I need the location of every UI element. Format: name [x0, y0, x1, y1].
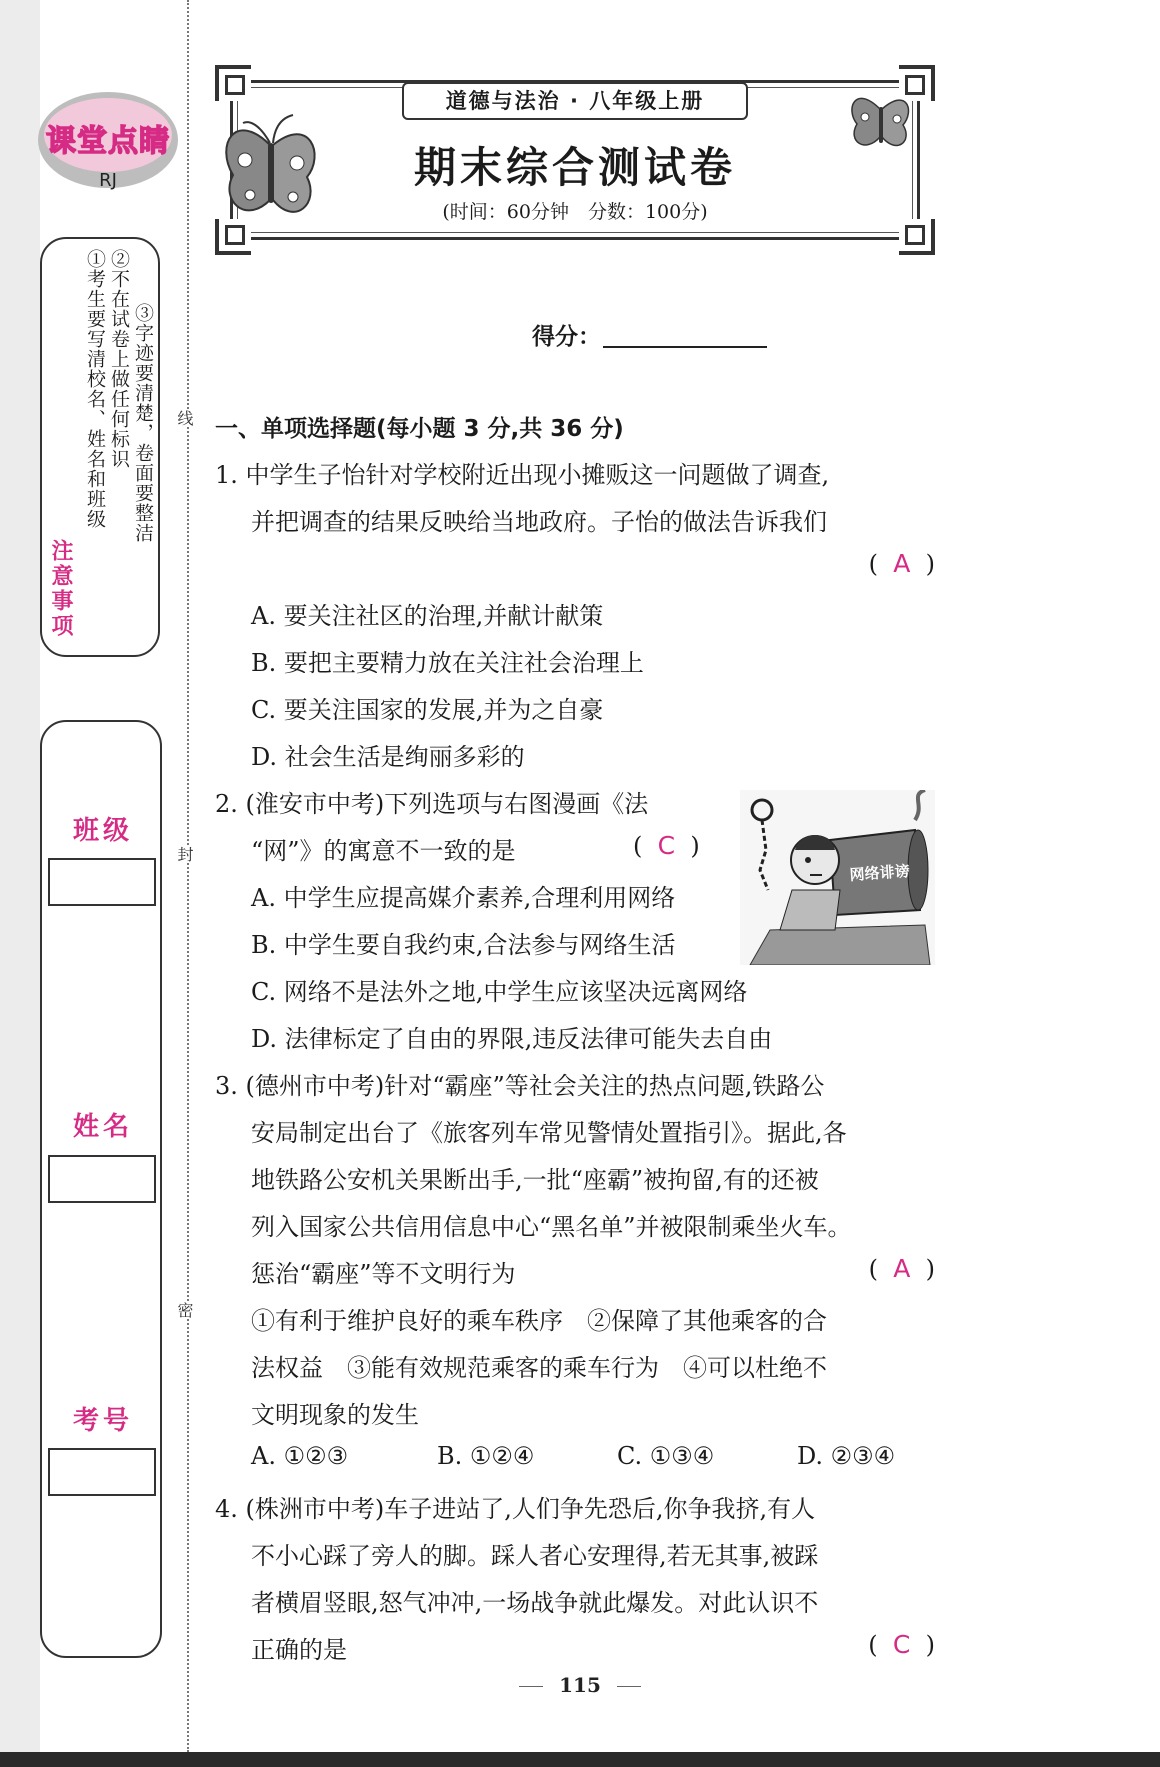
brand-badge	[38, 92, 178, 192]
notice-panel	[40, 237, 160, 657]
cartoon-illustration	[740, 790, 935, 965]
q2-option: B. 中学生要自我约束,合法参与网络生活	[251, 931, 676, 959]
name-label: 姓名	[72, 1112, 133, 1142]
q1-stem-line: 并把调查的结果反映给当地政府。子怡的做法告诉我们	[251, 508, 827, 536]
q2-option: D. 法律标定了自由的界限,违反法律可能失去自由	[251, 1025, 773, 1053]
q1-stem-line: 1. 中学生子怡针对学校附近出现小摊贩这一问题做了调查,	[215, 461, 830, 489]
q2-answer: C	[657, 831, 676, 860]
q1-option: B. 要把主要精力放在关注社会治理上	[251, 649, 644, 677]
score-label: 得分：	[532, 324, 601, 350]
notice-title: 注意事项	[48, 539, 73, 639]
q3-stem-line: 惩治“霸座”等不文明行为	[251, 1260, 516, 1288]
q2-option: A. 中学生应提高媒介素养,合理利用网络	[251, 884, 676, 912]
q3-option: C. ①③④	[617, 1442, 715, 1470]
score-field[interactable]	[603, 346, 767, 348]
q3-option: A. ①②③	[251, 1442, 349, 1470]
q3-statement-line: 法权益 ③能有效规范乘客的乘车行为 ④可以杜绝不	[251, 1354, 827, 1382]
exam-id-label: 考号	[72, 1406, 133, 1436]
q3-stem-line: 列入国家公共信用信息中心“黑名单”并被限制乘坐火车。	[251, 1213, 852, 1241]
q3-answer-slot: ( A )	[868, 1254, 935, 1283]
brand-title: 课堂点睛	[46, 124, 170, 159]
q3-stem-line: 3. (德州市中考)针对“霸座”等社会关注的热点问题,铁路公	[215, 1072, 825, 1100]
notice-item-1: ①考生要写清校名、姓名和班级	[84, 249, 106, 529]
name-field[interactable]	[48, 1155, 156, 1203]
q1-option: D. 社会生活是绚丽多彩的	[251, 743, 525, 771]
student-info-panel	[40, 720, 162, 1658]
q3-statement-line: ①有利于维护良好的乘车秩序 ②保障了其他乘客的合	[251, 1307, 827, 1335]
q2-stem-line: 2. (淮安市中考)下列选项与右图漫画《法	[215, 790, 649, 818]
q3-stem-line: 安局制定出台了《旅客列车常见警情处置指引》。据此,各	[251, 1119, 847, 1147]
binding-line	[187, 0, 189, 1752]
q4-stem-line: 者横眉竖眼,怒气冲冲,一场战争就此爆发。对此认识不	[251, 1589, 819, 1617]
q4-stem-line: 正确的是	[251, 1636, 347, 1664]
exam-header	[215, 65, 935, 255]
q3-option: B. ①②④	[437, 1442, 535, 1470]
q2-stem-line: “网”》的寓意不一致的是	[251, 837, 516, 865]
cartoon-label: 网络诽谤	[849, 861, 911, 885]
q3-statement-line: 文明现象的发生	[251, 1401, 419, 1429]
q3-option: D. ②③④	[797, 1442, 896, 1470]
subject-tab: 道德与法治 · 八年级上册	[402, 82, 748, 120]
q4-answer: C	[892, 1630, 911, 1659]
section-title: 一、单项选择题(每小题 3 分,共 36 分)	[215, 416, 624, 442]
binding-mark-bottom: 密	[175, 1302, 194, 1318]
q3-stem-line: 地铁路公安机关果断出手,一批“座霸”被拘留,有的还被	[251, 1166, 819, 1194]
q1-answer: A	[893, 549, 911, 578]
binding-mark-middle: 封	[175, 846, 194, 862]
q3-answer: A	[893, 1254, 911, 1283]
q4-stem-line: 4. (株洲市中考)车子进站了,人们争先恐后,你争我挤,有人	[215, 1495, 816, 1523]
q1-answer-slot: ( A )	[868, 549, 935, 578]
q1-option: A. 要关注社区的治理,并献计献策	[251, 602, 604, 630]
bottom-bar	[0, 1752, 1160, 1767]
page-gutter	[0, 0, 40, 1767]
q4-stem-line: 不小心踩了旁人的脚。踩人者心安理得,若无其事,被踩	[251, 1542, 819, 1570]
notice-item-2: ②不在试卷上做任何标识	[108, 249, 130, 469]
q2-answer-slot: ( C )	[633, 831, 700, 860]
edition-label: RJ	[99, 170, 117, 191]
binding-mark-top: 线	[175, 410, 194, 426]
exam-meta: (时间：60分钟 分数：100分)	[442, 201, 708, 223]
exam-id-field[interactable]	[48, 1448, 156, 1496]
class-label: 班级	[72, 816, 133, 846]
class-field[interactable]	[48, 858, 156, 906]
page-number: 115	[0, 1673, 1160, 1697]
q1-option: C. 要关注国家的发展,并为之自豪	[251, 696, 604, 724]
corner-ornament	[215, 65, 251, 101]
notice-item-3: ③字迹要清楚，卷面要整洁	[132, 303, 154, 543]
corner-ornament	[899, 219, 935, 255]
exam-title: 期末综合测试卷	[413, 143, 736, 192]
q2-option: C. 网络不是法外之地,中学生应该坚决远离网络	[251, 978, 748, 1006]
q4-answer-slot: ( C )	[868, 1630, 935, 1659]
